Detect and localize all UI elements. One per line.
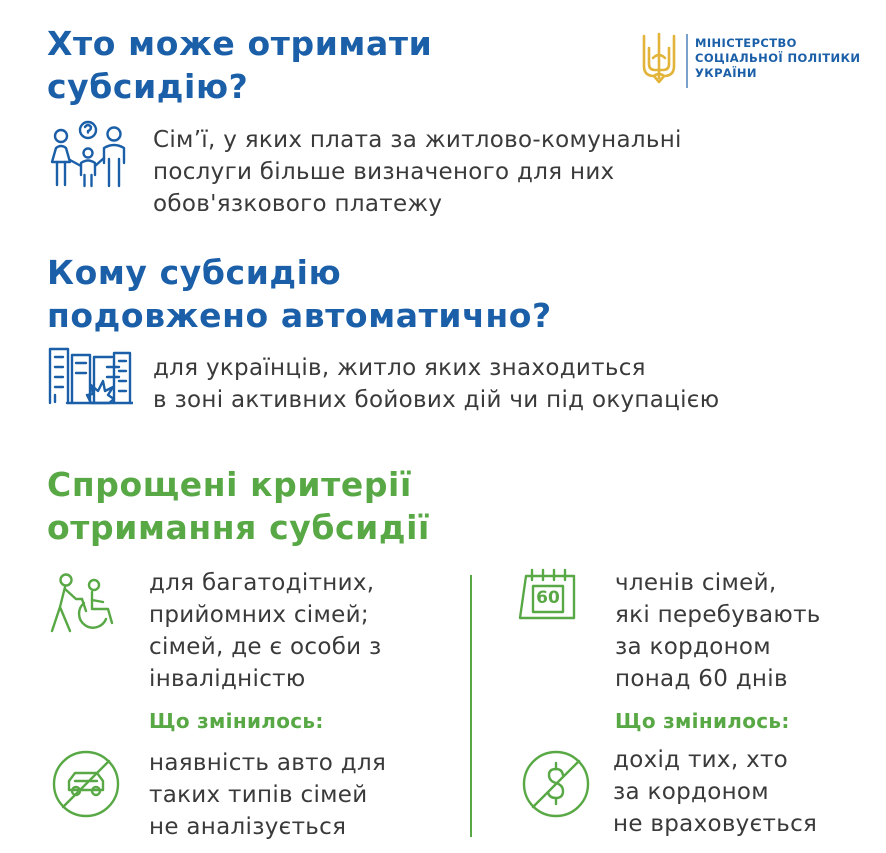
section2-title-line-2: подовжено автоматично?	[47, 296, 552, 335]
column-divider	[470, 575, 472, 837]
ministry-name	[695, 36, 860, 81]
left-criteria-line-2: прийомних сімей;	[149, 602, 369, 628]
ministry-divider	[686, 34, 688, 88]
section3-title-line-2: отримання субсидії	[47, 508, 430, 547]
ministry-name-line-2: СОЦІАЛЬНОЇ ПОЛІТИКИ	[695, 51, 861, 65]
ministry-name-line-1: МІНІСТЕРСТВО	[695, 36, 797, 50]
section1-line-2: послуги більше визначеного для них	[153, 159, 615, 185]
left-criteria-line-3: сімей, де є особи з	[149, 634, 382, 660]
right-change-description	[613, 744, 817, 840]
left-criteria-line-4: інвалідністю	[149, 666, 306, 692]
right-criteria	[615, 567, 821, 695]
section2-title	[47, 251, 552, 337]
section2-line-1: для українців, житло яких знаходиться	[153, 355, 646, 381]
section3-title-line-1: Спрощені критерії	[47, 465, 412, 504]
damaged-buildings-icon	[47, 345, 133, 405]
right-criteria-line-3: за кордоном	[615, 634, 771, 660]
left-change-line-3: не аналізується	[149, 814, 347, 840]
main-title	[47, 22, 432, 108]
section1-line-3: обов'язкового платежу	[153, 191, 443, 217]
section2-title-line-1: Кому субсидію	[47, 253, 342, 292]
ministry-name-line-3: УКРАЇНИ	[695, 66, 757, 80]
left-criteria-line-1: для багатодітних,	[149, 570, 375, 596]
family-question-icon	[46, 119, 132, 189]
right-change-line-2: за кордоном	[613, 779, 769, 805]
left-change-line-1: наявність авто для	[149, 750, 387, 776]
right-criteria-line-4: понад 60 днів	[615, 666, 788, 692]
main-title-line-2: субсидію?	[47, 67, 249, 106]
right-change-line-1: дохід тих, хто	[613, 747, 789, 773]
section1-line-1: Сім’ї, у яких плата за житлово-комунальні	[153, 127, 682, 153]
trident-emblem-icon	[636, 30, 682, 92]
section3-title	[47, 463, 430, 549]
section1-description	[153, 124, 682, 220]
ministry-logo	[636, 30, 866, 92]
left-criteria	[149, 567, 382, 695]
disability-assistance-icon	[46, 573, 130, 635]
right-criteria-line-2: які перебувають	[615, 602, 821, 628]
left-changed-label: Що змінилось:	[149, 709, 324, 733]
left-change-line-2: таких типів сімей	[149, 782, 368, 808]
calendar-number: 60	[536, 588, 560, 608]
section2-line-2: в зоні активних бойових дій чи під окупацією	[153, 387, 720, 413]
no-money-icon	[520, 748, 592, 820]
left-change-description	[149, 747, 386, 843]
right-criteria-line-1: членів сімей,	[615, 570, 777, 596]
right-change-line-3: не враховується	[613, 811, 818, 837]
no-car-icon	[50, 748, 122, 820]
main-title-line-1: Хто може отримати	[47, 24, 433, 63]
right-changed-label: Що змінилось:	[615, 709, 790, 733]
section2-description	[153, 352, 719, 416]
calendar-icon	[516, 566, 580, 624]
